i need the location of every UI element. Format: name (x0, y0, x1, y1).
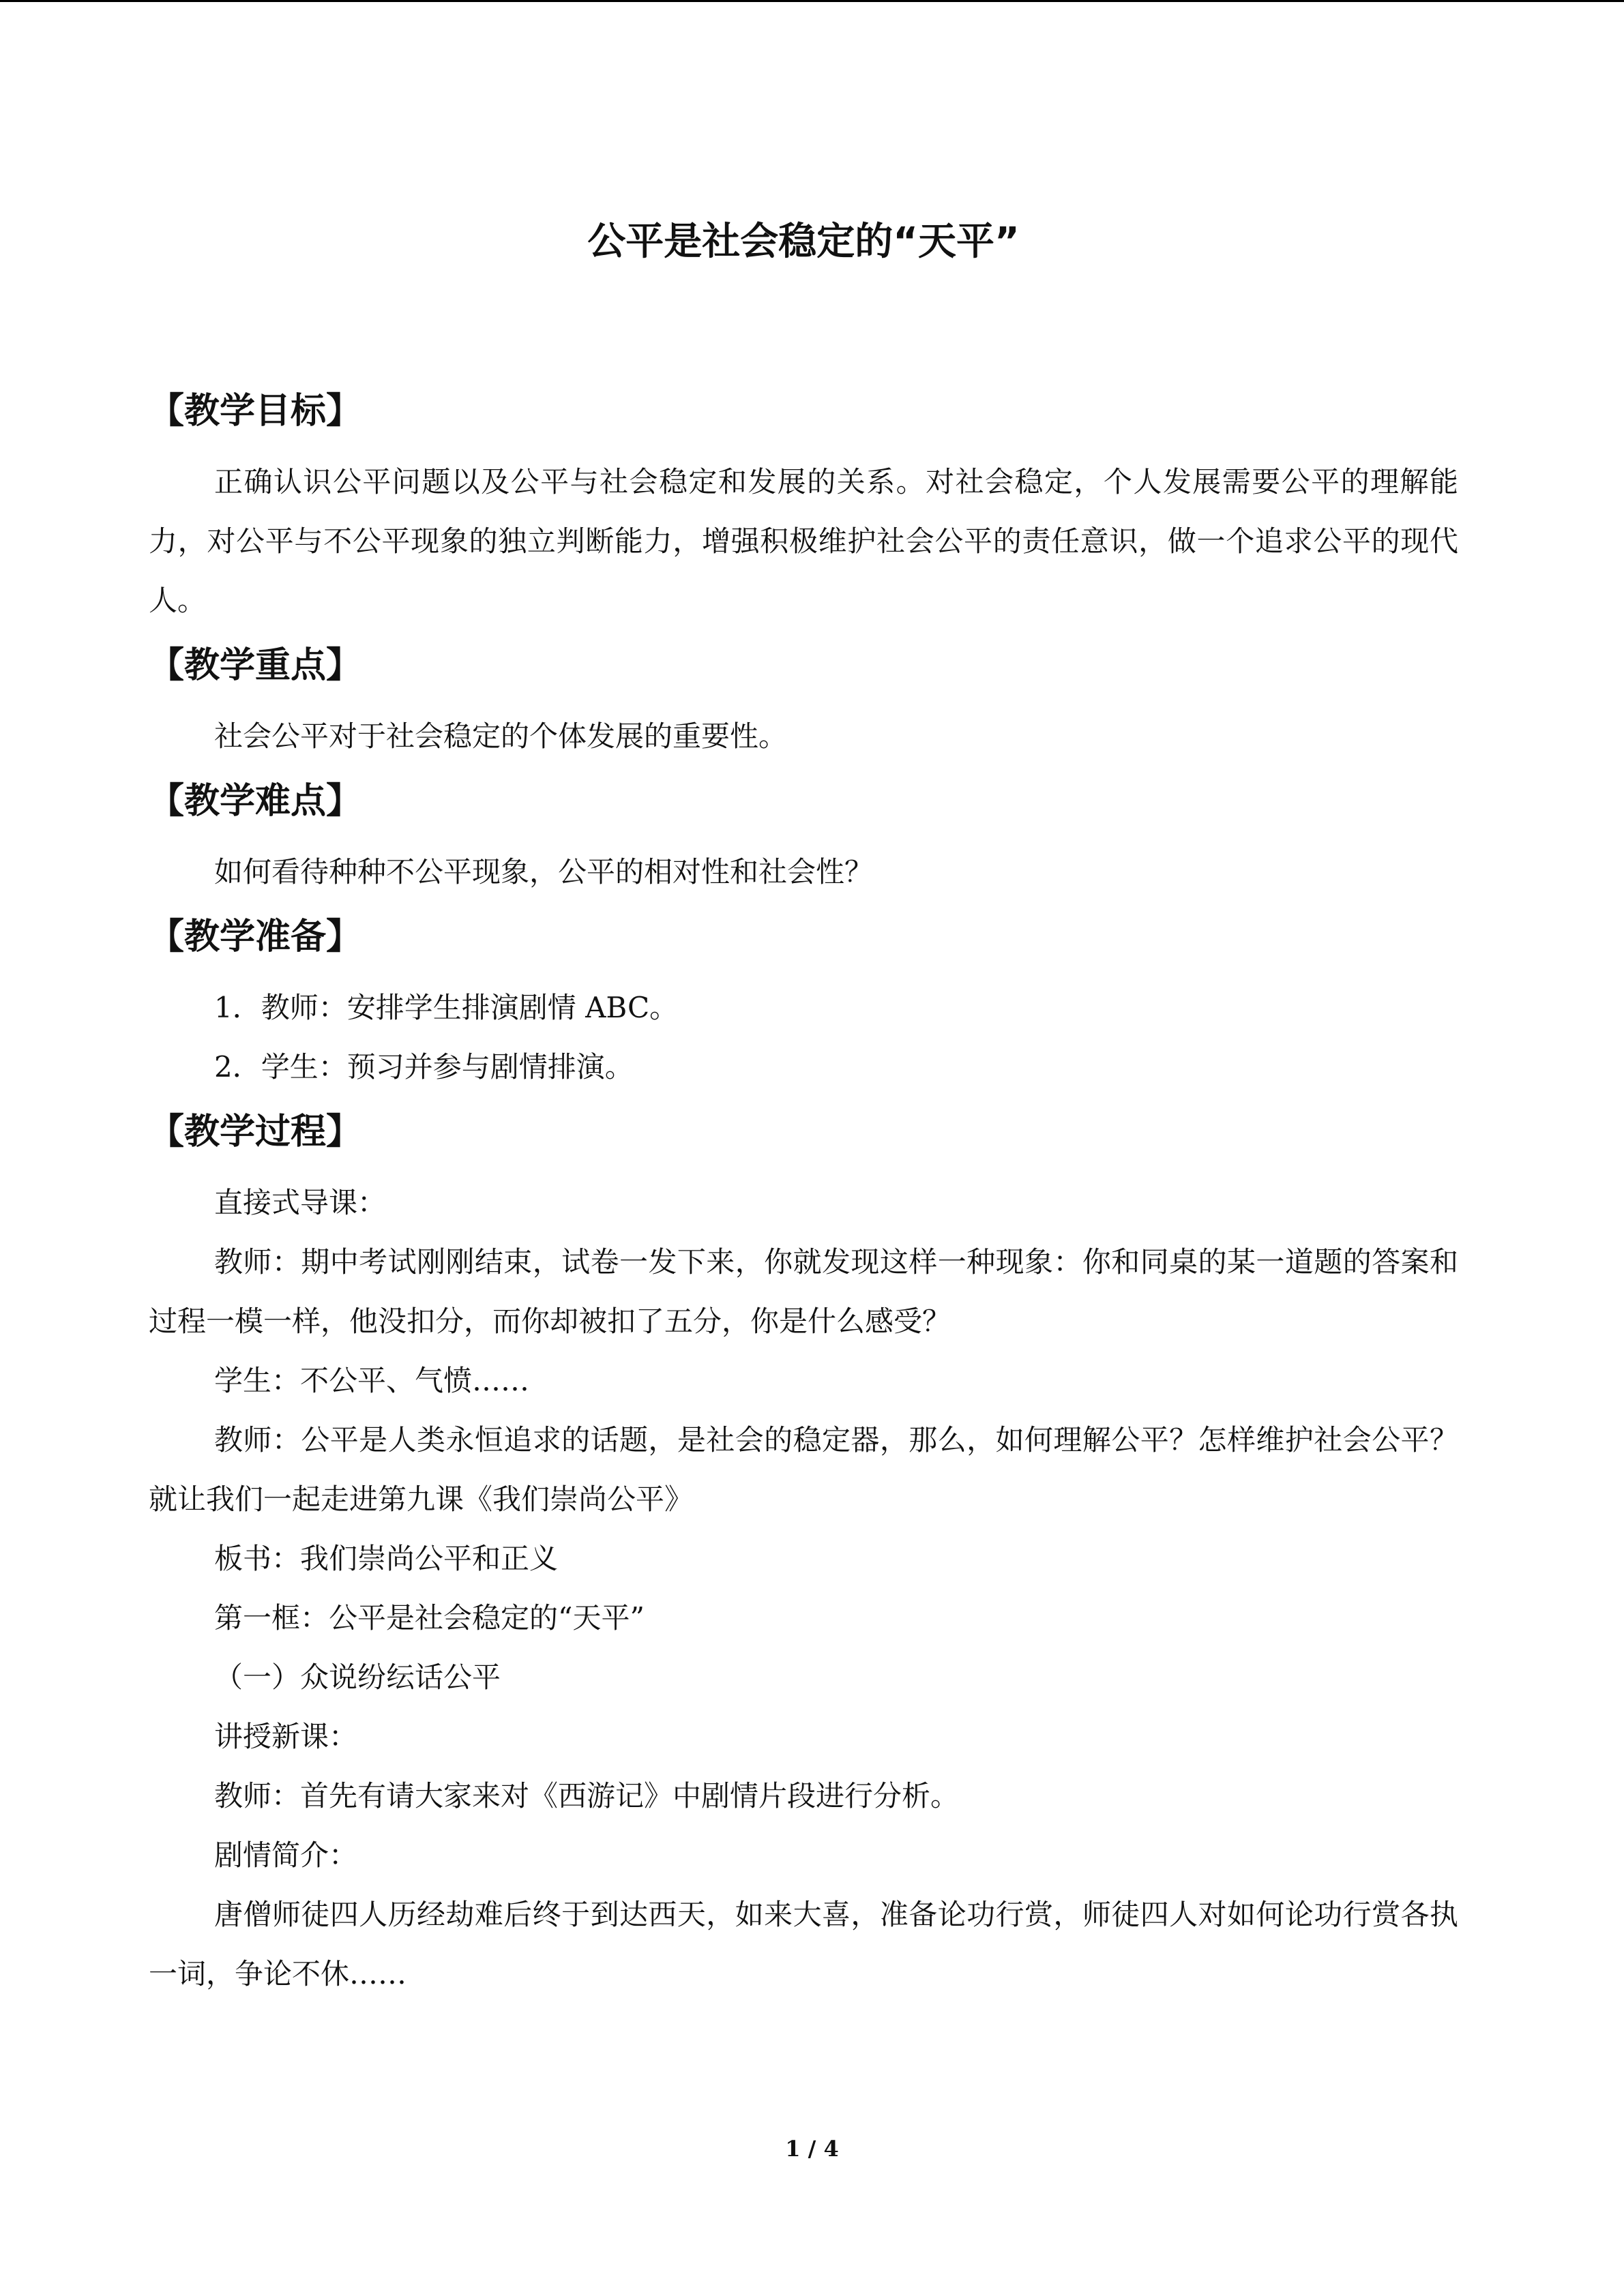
document-body (149, 384, 1458, 2003)
page-number: 1 / 4 (785, 2136, 839, 2162)
section-heading: 【教学目标】 (149, 391, 362, 432)
section-teaching-preparation (149, 910, 1458, 1097)
section-heading: 【教学难点】 (149, 781, 362, 822)
section-heading: 【教学重点】 (149, 645, 362, 686)
paragraph: 教师：期中考试刚刚结束，试卷一发下来，你就发现这样一种现象：你和同桌的某一道题的答案和过程一模一样，他没扣分，而你却被扣了五分，你是什么感受？ (149, 1245, 1458, 1338)
paragraph: 直接式导课： (214, 1186, 387, 1219)
paragraph: （一）众说纷纭话公平 (214, 1660, 501, 1694)
document-title: 公平是社会稳定的“天平” (587, 220, 1020, 264)
paragraph: 社会公平对于社会稳定的个体发展的重要性。 (214, 719, 788, 753)
paragraph: 教师：公平是人类永恒追求的话题，是社会的稳定器，那么，如何理解公平？怎样维护社会公平？就让我们一起走进第九课《我们崇尚公平》 (149, 1423, 1458, 1516)
section-teaching-focus (149, 638, 1458, 766)
paragraph: 第一框：公平是社会稳定的“天平” (214, 1601, 645, 1635)
section-teaching-process (149, 1105, 1458, 2003)
paragraph: 1．教师：安排学生排演剧情 ABC。 (214, 991, 679, 1024)
paragraph: 学生：不公平、气愤…… (214, 1364, 530, 1397)
paragraph: 板书：我们崇尚公平和正义 (214, 1542, 559, 1575)
paragraph: 剧情简介： (214, 1838, 358, 1872)
section-teaching-objectives (149, 384, 1458, 630)
section-heading: 【教学过程】 (149, 1112, 362, 1152)
paragraph: 教师：首先有请大家来对《西游记》中剧情片段进行分析。 (214, 1779, 960, 1813)
section-teaching-difficulty (149, 774, 1458, 901)
paragraph: 唐僧师徒四人历经劫难后终于到达西天，如来大喜，准备论功行赏，师徒四人对如何论功行赏各执一词，争论不休…… (149, 1898, 1458, 1991)
paragraph: 正确认识公平问题以及公平与社会稳定和发展的关系。对社会稳定，个人发展需要公平的理解能力，对公平与不公平现象的独立判断能力，增强积极维护社会公平的责任意识，做一个追求公平的现代人。 (149, 465, 1458, 617)
paragraph: 如何看待种种不公平现象，公平的相对性和社会性？ (214, 855, 874, 889)
section-heading: 【教学准备】 (149, 916, 362, 957)
paragraph: 2．学生：预习并参与剧情排演。 (214, 1050, 634, 1084)
paragraph: 讲授新课： (214, 1720, 358, 1753)
